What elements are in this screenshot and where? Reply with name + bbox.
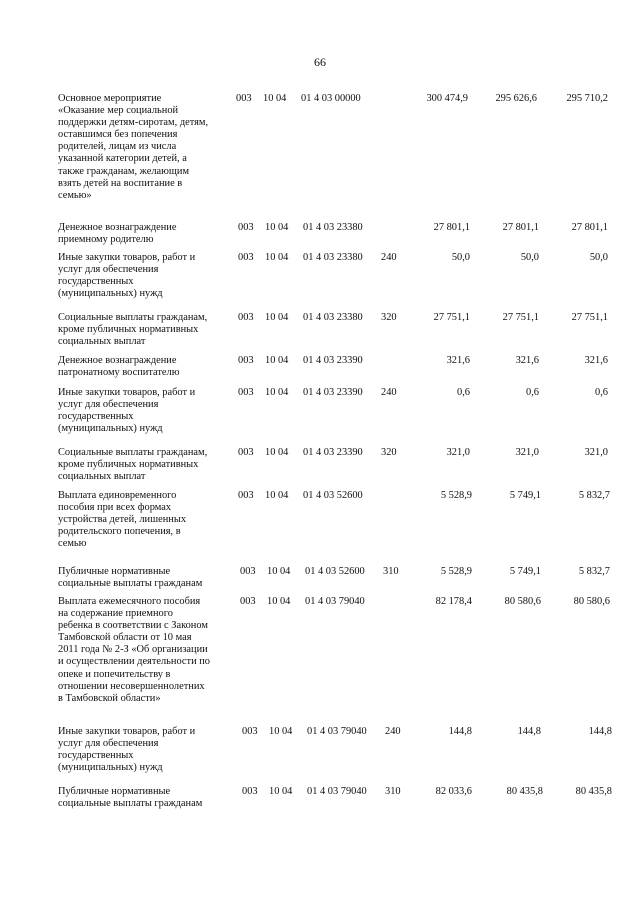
amount-year-1: 27 801,1 [433, 222, 470, 233]
row-name-line: услуг для обеспечения [58, 738, 159, 750]
target-code: 01 4 03 23390 [303, 447, 363, 458]
row-name [58, 447, 230, 483]
row-name-line: Основное мероприятие [58, 93, 162, 104]
row-name-line: социальные выплаты гражданам [58, 798, 203, 810]
row-name-line: государственных [58, 276, 134, 288]
expense-type-code: 240 [381, 252, 397, 263]
ministry-code: 003 [240, 596, 256, 607]
row-name-line: семью» [58, 189, 92, 201]
row-name-line: услуг для обеспечения [58, 264, 159, 276]
section-code: 10 04 [265, 447, 289, 458]
row-name [58, 355, 230, 379]
amount-year-3: 321,0 [584, 447, 608, 458]
expense-type-code: 320 [381, 312, 397, 323]
row-name-line: кроме публичных нормативных [58, 324, 199, 336]
amount-year-2: 321,6 [515, 355, 539, 366]
amount-year-3: 0,6 [595, 387, 608, 398]
amount-year-1: 82 033,6 [435, 786, 472, 797]
ministry-code: 003 [242, 786, 258, 797]
amount-year-2: 27 751,1 [502, 312, 539, 323]
row-name-line: Социальные выплаты гражданам, [58, 447, 208, 458]
ministry-code: 003 [238, 252, 254, 263]
ministry-code: 003 [238, 222, 254, 233]
row-name-line: семью [58, 538, 87, 550]
row-name-line: поддержки детям-сиротам, детям, [58, 117, 209, 129]
row-name-line: оставшимся без попечения [58, 129, 178, 141]
row-name-line: взять детей на воспитание в [58, 177, 183, 189]
amount-year-2: 144,8 [517, 726, 541, 737]
row-name-line: Публичные нормативные [58, 786, 171, 797]
row-name-line: Тамбовской области от 10 мая [58, 632, 192, 644]
amount-year-2: 5 749,1 [509, 490, 541, 501]
ministry-code: 003 [242, 726, 258, 737]
amount-year-3: 80 580,6 [573, 596, 610, 607]
amount-year-2: 295 626,6 [495, 93, 537, 104]
row-name [58, 222, 230, 246]
row-name-line: Иные закупки товаров, работ и [58, 252, 196, 263]
section-code: 10 04 [265, 387, 289, 398]
row-name-line: государственных [58, 411, 134, 423]
amount-year-3: 5 832,7 [578, 490, 610, 501]
section-code: 10 04 [267, 596, 291, 607]
expense-type-code: 320 [381, 447, 397, 458]
amount-year-1: 27 751,1 [433, 312, 470, 323]
target-code: 01 4 03 52600 [303, 490, 363, 501]
target-code: 01 4 03 00000 [301, 93, 361, 104]
row-name [58, 726, 230, 774]
row-name-line: Денежное вознаграждение [58, 222, 177, 233]
amount-year-3: 27 751,1 [571, 312, 608, 323]
amount-year-2: 27 801,1 [502, 222, 539, 233]
expense-type-code: 240 [385, 726, 401, 737]
row-name-line: патронатному воспитателю [58, 367, 180, 379]
amount-year-2: 80 435,8 [506, 786, 543, 797]
row-name [58, 93, 230, 202]
row-name-line: и осуществлении деятельности по [58, 656, 210, 668]
section-code: 10 04 [269, 786, 293, 797]
section-code: 10 04 [265, 222, 289, 233]
amount-year-1: 0,6 [457, 387, 470, 398]
row-name-line: (муниципальных) нужд [58, 288, 163, 300]
amount-year-3: 295 710,2 [566, 93, 608, 104]
row-name [58, 312, 230, 348]
target-code: 01 4 03 23390 [303, 355, 363, 366]
page-number: 66 [314, 55, 326, 69]
row-name-line: Публичные нормативные [58, 566, 171, 577]
row-name-line: Выплата ежемесячного пособия [58, 596, 201, 607]
amount-year-1: 5 528,9 [440, 566, 472, 577]
row-name-line: услуг для обеспечения [58, 399, 159, 411]
row-name-line: указанной категории детей, а [58, 153, 187, 165]
amount-year-1: 321,0 [446, 447, 470, 458]
row-name-line: кроме публичных нормативных [58, 459, 199, 471]
target-code: 01 4 03 79040 [305, 596, 365, 607]
row-name-line: также гражданам, желающим [58, 165, 190, 177]
row-name-line: родительского попечения, в [58, 526, 181, 538]
row-name-line: государственных [58, 750, 134, 762]
amount-year-3: 50,0 [589, 252, 608, 263]
ministry-code: 003 [236, 93, 252, 104]
row-name-line: на содержание приемного [58, 608, 173, 620]
amount-year-1: 5 528,9 [440, 490, 472, 501]
row-name-line: (муниципальных) нужд [58, 762, 163, 774]
row-name [58, 490, 230, 550]
amount-year-1: 321,6 [446, 355, 470, 366]
row-name-line: опеке и попечительству в [58, 668, 171, 680]
target-code: 01 4 03 23380 [303, 252, 363, 263]
target-code: 01 4 03 23380 [303, 222, 363, 233]
row-name-line: ребенка в соответствии с Законом [58, 620, 208, 632]
amount-year-2: 321,0 [515, 447, 539, 458]
row-name-line: (муниципальных) нужд [58, 423, 163, 435]
row-name [58, 596, 230, 705]
amount-year-2: 5 749,1 [509, 566, 541, 577]
target-code: 01 4 03 79040 [307, 726, 367, 737]
section-code: 10 04 [265, 312, 289, 323]
row-name-line: приемному родителю [58, 234, 154, 246]
section-code: 10 04 [265, 252, 289, 263]
row-name-line: Иные закупки товаров, работ и [58, 387, 196, 398]
row-name-line: отношении несовершеннолетних [58, 680, 205, 692]
row-name-line: пособия при всех формах [58, 502, 172, 514]
row-name-line: родителей, лицам из числа [58, 141, 177, 153]
section-code: 10 04 [269, 726, 293, 737]
ministry-code: 003 [238, 312, 254, 323]
ministry-code: 003 [238, 355, 254, 366]
amount-year-3: 80 435,8 [575, 786, 612, 797]
row-name [58, 566, 230, 590]
row-name-line: в Тамбовской области» [58, 692, 161, 704]
amount-year-1: 300 474,9 [426, 93, 468, 104]
row-name-line: социальных выплат [58, 471, 146, 483]
target-code: 01 4 03 52600 [305, 566, 365, 577]
row-name-line: социальные выплаты гражданам [58, 578, 203, 590]
row-name-line: 2011 года № 2-З «Об организации [58, 644, 208, 656]
row-name-line: устройства детей, лишенных [58, 514, 187, 526]
amount-year-2: 80 580,6 [504, 596, 541, 607]
section-code: 10 04 [267, 566, 291, 577]
target-code: 01 4 03 23390 [303, 387, 363, 398]
target-code: 01 4 03 79040 [307, 786, 367, 797]
expense-type-code: 310 [383, 566, 399, 577]
amount-year-1: 50,0 [451, 252, 470, 263]
expense-type-code: 310 [385, 786, 401, 797]
ministry-code: 003 [238, 447, 254, 458]
amount-year-2: 0,6 [526, 387, 539, 398]
row-name-line: Денежное вознаграждение [58, 355, 177, 366]
row-name [58, 786, 230, 810]
row-name-line: «Оказание мер социальной [58, 105, 179, 117]
amount-year-1: 82 178,4 [435, 596, 472, 607]
ministry-code: 003 [238, 490, 254, 501]
amount-year-3: 144,8 [588, 726, 612, 737]
amount-year-2: 50,0 [520, 252, 539, 263]
section-code: 10 04 [263, 93, 287, 104]
amount-year-3: 5 832,7 [578, 566, 610, 577]
ministry-code: 003 [238, 387, 254, 398]
ministry-code: 003 [240, 566, 256, 577]
target-code: 01 4 03 23380 [303, 312, 363, 323]
amount-year-3: 27 801,1 [571, 222, 608, 233]
row-name-line: Иные закупки товаров, работ и [58, 726, 196, 737]
section-code: 10 04 [265, 355, 289, 366]
expense-type-code: 240 [381, 387, 397, 398]
row-name-line: Социальные выплаты гражданам, [58, 312, 208, 323]
row-name-line: социальных выплат [58, 336, 146, 348]
amount-year-3: 321,6 [584, 355, 608, 366]
row-name [58, 252, 230, 300]
section-code: 10 04 [265, 490, 289, 501]
row-name-line: Выплата единовременного [58, 490, 177, 501]
amount-year-1: 144,8 [448, 726, 472, 737]
row-name [58, 387, 230, 435]
